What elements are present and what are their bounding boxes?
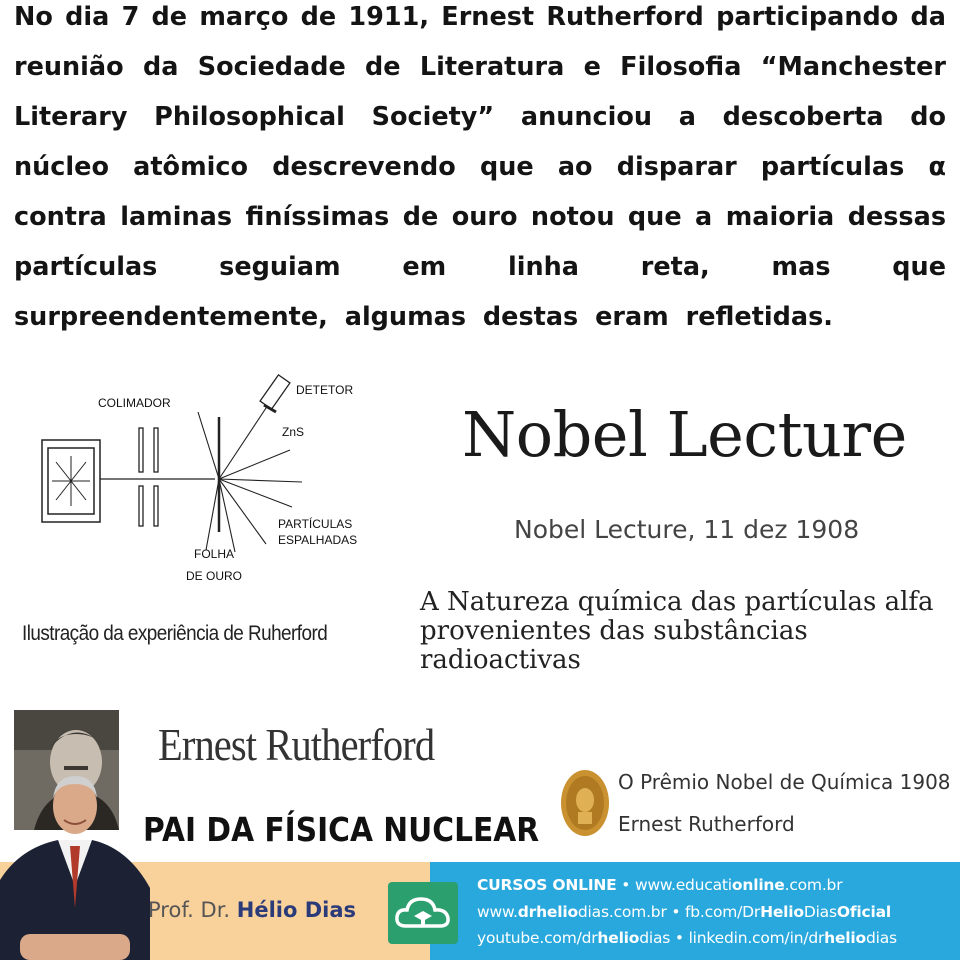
educationline-link[interactable]: www.educationline.com.br (634, 876, 843, 894)
teacher-photo (0, 768, 150, 960)
label-particulas: PARTÍCULAS (278, 517, 353, 531)
paragraph-line: surpreendentemente, algumas destas eram refletidas. (14, 302, 833, 332)
professor-name (148, 898, 356, 922)
nobel-prize-winner: Ernest Rutherford (618, 812, 795, 836)
social-links[interactable]: youtube.com/drheliodias • linkedin.com/in/drheliodias (477, 929, 897, 947)
nobel-lecture-title: Nobel Lecture (462, 398, 907, 471)
rutherford-title: PAI DA FÍSICA NUCLEAR (143, 810, 540, 849)
collimator (139, 428, 158, 526)
courses-label: CURSOS ONLINE (477, 876, 617, 894)
label-detetor: DETETOR (296, 383, 354, 397)
radiation-source (42, 440, 100, 522)
label-de-ouro: DE OURO (186, 569, 243, 583)
label-folha: FOLHA (194, 547, 235, 561)
paragraph-line: reunião da Sociedade de Literatura e Filosofia “Manchester (14, 52, 946, 82)
label-espalhadas: ESPALHADAS (278, 533, 358, 547)
professor-surname: Hélio Dias (236, 898, 357, 922)
separator: • (616, 876, 635, 894)
label-colimador: COLIMADOR (98, 396, 171, 410)
detector (260, 375, 290, 412)
paragraph-line: partículas seguiam em linha reta, mas que (14, 252, 946, 282)
cloud-graduation-logo-icon (388, 882, 458, 944)
professor-prefix: Prof. Dr. (148, 898, 231, 922)
drheliodias-link[interactable]: www.drheliodias.com.br • fb.com/DrHelioDiasOficial (477, 903, 891, 921)
paragraph-line: núcleo atômico descrevendo que ao disparar partículas α (14, 152, 946, 182)
footer-line-social (477, 929, 897, 947)
label-zns: ZnS (282, 425, 305, 439)
paragraph-line: Literary Philosophical Society” anunciou a descoberta do (14, 102, 946, 132)
paragraph-line: contra laminas finíssimas de ouro notou que a maioria dessas (14, 202, 946, 232)
paragraph-line: No dia 7 de março de 1911, Ernest Rutherford participando da (14, 2, 946, 32)
nobel-prize-label: O Prêmio Nobel de Química 1908 (618, 770, 951, 794)
footer-line-courses (477, 876, 842, 894)
rutherford-experiment-diagram (20, 372, 380, 604)
nobel-medal-icon (560, 768, 610, 838)
rutherford-name: Ernest Rutherford (158, 719, 435, 770)
nobel-lecture-date: Nobel Lecture, 11 dez 1908 (514, 515, 860, 544)
diagram-caption: Ilustração da experiência de Ruherford (22, 622, 328, 645)
nobel-lecture-subtitle: A Natureza química das partículas alfa provenientes das substâncias radioactivas (420, 587, 934, 675)
footer-line-site (477, 903, 891, 921)
